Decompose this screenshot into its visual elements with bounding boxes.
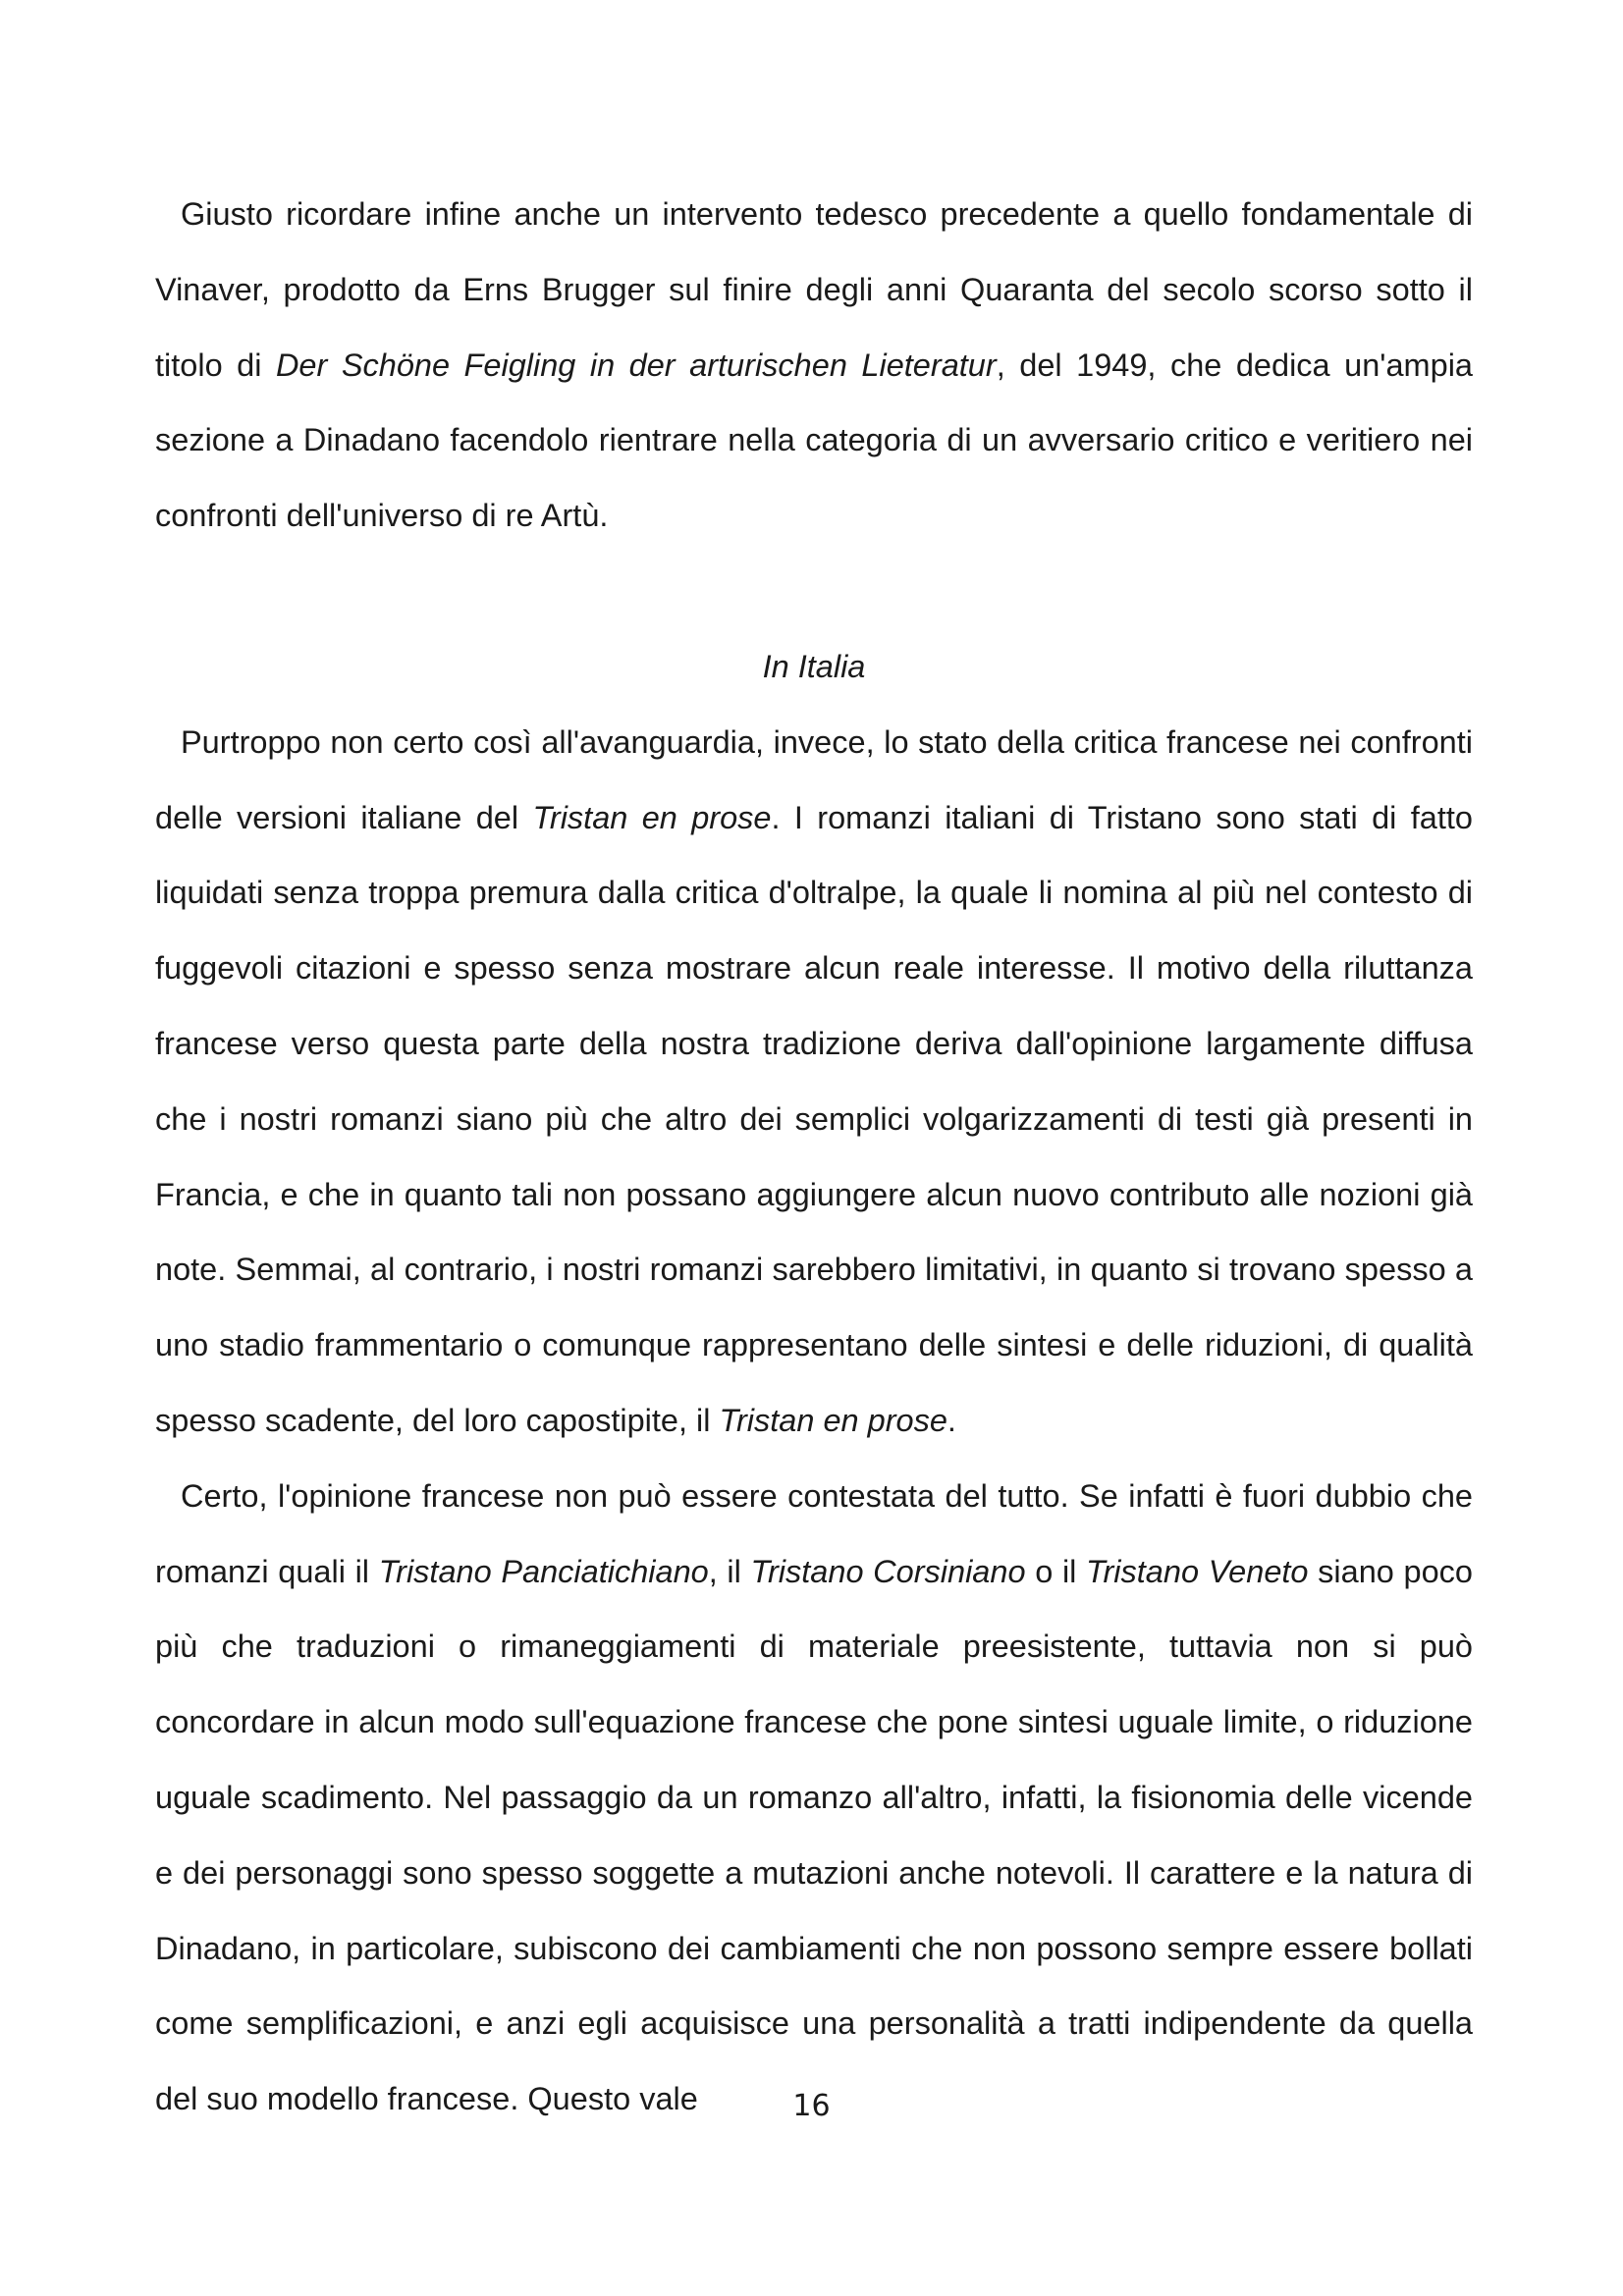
text-run: Purtroppo non certo così all'avanguardia, invece, lo stato della critica francese nei confronti delle versioni italiane del <box>155 723 1473 835</box>
paragraph-3 <box>155 1459 1473 2137</box>
section-heading: In Italia <box>762 649 866 684</box>
italic-title: Tristan en prose <box>532 799 772 835</box>
italic-title: Der Schöne Feigling in der arturischen Lieteratur <box>275 347 997 383</box>
page-number: 16 <box>792 2089 831 2123</box>
section-in-italia <box>155 629 1473 2137</box>
paragraph-1 <box>155 177 1473 554</box>
italic-title: Tristano Panciatichiano <box>378 1553 709 1589</box>
text-run: o il <box>1025 1553 1087 1589</box>
italic-title: Tristan en prose <box>719 1402 947 1438</box>
text-run: . I romanzi italiani di Tristano sono stati di fatto liquidati senza troppa premura dalla critica d'oltralpe, la quale li nomina al più nel contesto di fuggevoli citazioni e spesso senza mostrare alcun reale interesse. Il motivo della riluttanza francese verso questa parte della nostra tradizione deriva dall'opinione largamente diffusa che i nostri romanzi siano più che altro dei semplici volgarizzamenti di testi già presenti in Francia, e che in quanto tali non possano aggiungere alcun nuovo contributo alle nozioni già note. Semmai, al contrario, i nostri romanzi sarebbero limitativi, in quanto si trovano spesso a uno stadio frammentario o comunque rappresentano delle sintesi e delle riduzioni, di qualità spesso scadente, del loro capostipite, il <box>155 799 1473 1438</box>
text-run: , del 1949, che dedica un'ampia sezione a Dinadano facendolo rientrare nella categoria di un avversario critico e veritiero nei confronti dell'universo di re Artù. <box>155 347 1473 534</box>
paragraph-text <box>155 177 1473 554</box>
text-run: Giusto ricordare infine anche un intervento tedesco precedente a quello fondamentale di Vinaver, prodotto da Erns Brugger sul finire degli anni Quaranta del secolo scorso sotto il titolo di <box>155 196 1473 383</box>
text-run: siano poco più che traduzioni o rimaneggiamenti di materiale preesistente, tuttavia non si può concordare in alcun modo sull'equazione francese che pone sintesi uguale limite, o riduzione uguale scadimento. Nel passaggio da un romanzo all'altro, infatti, la fisionomia delle vicende e dei personaggi sono spesso soggette a mutazioni anche notevoli. Il carattere e la natura di Dinadano, in particolare, subiscono dei cambiamenti che non possono sempre essere bollati come semplificazioni, e anzi egli acquisisce una personalità a tratti indipendente da quella del suo modello francese. Questo vale <box>155 1553 1473 2117</box>
italic-title: Tristano Corsiniano <box>750 1553 1026 1589</box>
text-run: , il <box>708 1553 751 1589</box>
text-run: . <box>947 1402 956 1438</box>
text-run: Certo, l'opinione francese non può essere contestata del tutto. Se infatti è fuori dubbio che romanzi quali il <box>155 1477 1473 1589</box>
italic-title: Tristano Veneto <box>1086 1553 1309 1589</box>
paragraph-2 <box>155 705 1473 1459</box>
